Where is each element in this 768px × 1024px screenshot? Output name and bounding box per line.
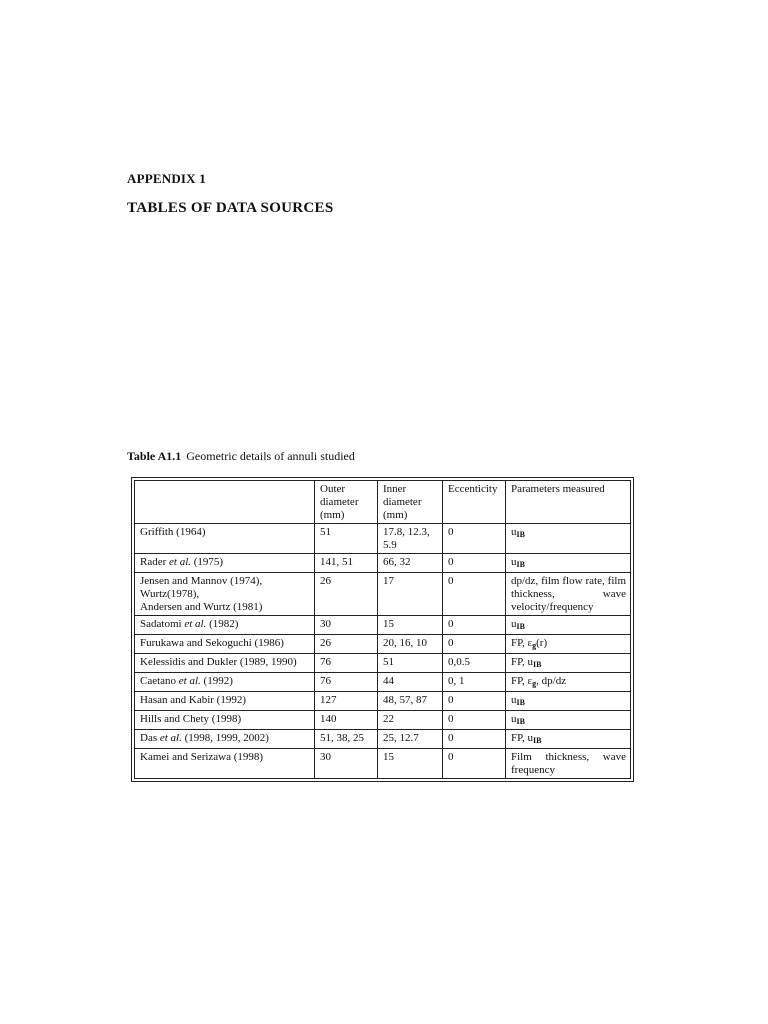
table-row <box>135 711 631 730</box>
cell-source: Griffith (1964) <box>135 524 315 554</box>
table-row <box>135 616 631 635</box>
cell-inner-diameter: 48, 57, 87 <box>378 692 443 711</box>
cell-parameters: $u_{IB}$ <box>506 692 631 711</box>
table-row <box>135 573 631 616</box>
header-inner-diameter: Inner diameter (mm) <box>378 481 443 524</box>
table-header-row <box>135 481 631 524</box>
cell-outer-diameter: 30 <box>315 749 378 779</box>
cell-outer-diameter: 76 <box>315 673 378 692</box>
cell-source: Hasan and Kabir (1992) <box>135 692 315 711</box>
cell-eccentricity: 0 <box>443 711 506 730</box>
table-caption <box>127 449 355 464</box>
header-parameters: Parameters measured <box>506 481 631 524</box>
cell-source: Kamei and Serizawa (1998) <box>135 749 315 779</box>
cell-source: Jensen and Mannov (1974), Wurtz(1978), Andersen and Wurtz (1981) <box>135 573 315 616</box>
data-sources-table <box>134 480 631 779</box>
table-row <box>135 673 631 692</box>
table-row <box>135 554 631 573</box>
table-row <box>135 692 631 711</box>
cell-source: Hills and Chety (1998) <box>135 711 315 730</box>
cell-inner-diameter: 17 <box>378 573 443 616</box>
cell-outer-diameter: 51 <box>315 524 378 554</box>
cell-parameters: Film thickness, wave frequency <box>506 749 631 779</box>
cell-inner-diameter: 51 <box>378 654 443 673</box>
cell-inner-diameter: 20, 16, 10 <box>378 635 443 654</box>
cell-parameters: $u_{IB}$ <box>506 616 631 635</box>
header-outer-diameter: Outer diameter (mm) <box>315 481 378 524</box>
cell-outer-diameter: 127 <box>315 692 378 711</box>
cell-outer-diameter: 26 <box>315 635 378 654</box>
cell-source: Kelessidis and Dukler (1989, 1990) <box>135 654 315 673</box>
cell-eccentricity: 0 <box>443 573 506 616</box>
header-eccentricity: Eccenticity <box>443 481 506 524</box>
cell-outer-diameter: 30 <box>315 616 378 635</box>
cell-parameters: $u_{IB}$ <box>506 524 631 554</box>
appendix-label: APPENDIX 1 <box>127 171 206 186</box>
cell-source: Rader et al. (1975) <box>135 554 315 573</box>
table-caption-label: Table A1.1 <box>127 449 182 463</box>
cell-outer-diameter: 51, 38, 25 <box>315 730 378 749</box>
header-source <box>135 481 315 524</box>
cell-eccentricity: 0 <box>443 730 506 749</box>
cell-parameters: $u_{IB}$ <box>506 554 631 573</box>
cell-parameters: dp/dz, film flow rate, film thickness, wave velocity/frequency <box>506 573 631 616</box>
cell-parameters: $u_{IB}$ <box>506 711 631 730</box>
data-sources-table-frame <box>131 477 634 782</box>
cell-inner-diameter: 17.8, 12.3, 5.9 <box>378 524 443 554</box>
cell-eccentricity: 0 <box>443 749 506 779</box>
cell-inner-diameter: 15 <box>378 616 443 635</box>
table-row <box>135 654 631 673</box>
cell-inner-diameter: 22 <box>378 711 443 730</box>
cell-source: Caetano et al. (1992) <box>135 673 315 692</box>
cell-eccentricity: 0, 1 <box>443 673 506 692</box>
appendix-heading: TABLES OF DATA SOURCES <box>127 200 334 216</box>
cell-inner-diameter: 44 <box>378 673 443 692</box>
cell-outer-diameter: 140 <box>315 711 378 730</box>
cell-parameters: FP, $\varepsilon_g$, dp/dz <box>506 673 631 692</box>
cell-parameters: FP, $u_{IB}$ <box>506 730 631 749</box>
cell-source: Furukawa and Sekoguchi (1986) <box>135 635 315 654</box>
cell-eccentricity: 0 <box>443 635 506 654</box>
cell-inner-diameter: 25, 12.7 <box>378 730 443 749</box>
cell-inner-diameter: 66, 32 <box>378 554 443 573</box>
cell-inner-diameter: 15 <box>378 749 443 779</box>
table-row <box>135 749 631 779</box>
table-row <box>135 524 631 554</box>
table-body <box>135 524 631 779</box>
cell-parameters: FP, $u_{IB}$ <box>506 654 631 673</box>
cell-eccentricity: 0 <box>443 524 506 554</box>
cell-outer-diameter: 76 <box>315 654 378 673</box>
cell-source: Das et al. (1998, 1999, 2002) <box>135 730 315 749</box>
table-row <box>135 635 631 654</box>
cell-outer-diameter: 26 <box>315 573 378 616</box>
cell-eccentricity: 0 <box>443 692 506 711</box>
cell-eccentricity: 0,0.5 <box>443 654 506 673</box>
cell-source: Sadatomi et al. (1982) <box>135 616 315 635</box>
cell-eccentricity: 0 <box>443 554 506 573</box>
table-row <box>135 730 631 749</box>
cell-outer-diameter: 141, 51 <box>315 554 378 573</box>
cell-parameters: FP, $\varepsilon_g(r)$ <box>506 635 631 654</box>
table-caption-text: Geometric details of annuli studied <box>186 449 355 463</box>
cell-eccentricity: 0 <box>443 616 506 635</box>
